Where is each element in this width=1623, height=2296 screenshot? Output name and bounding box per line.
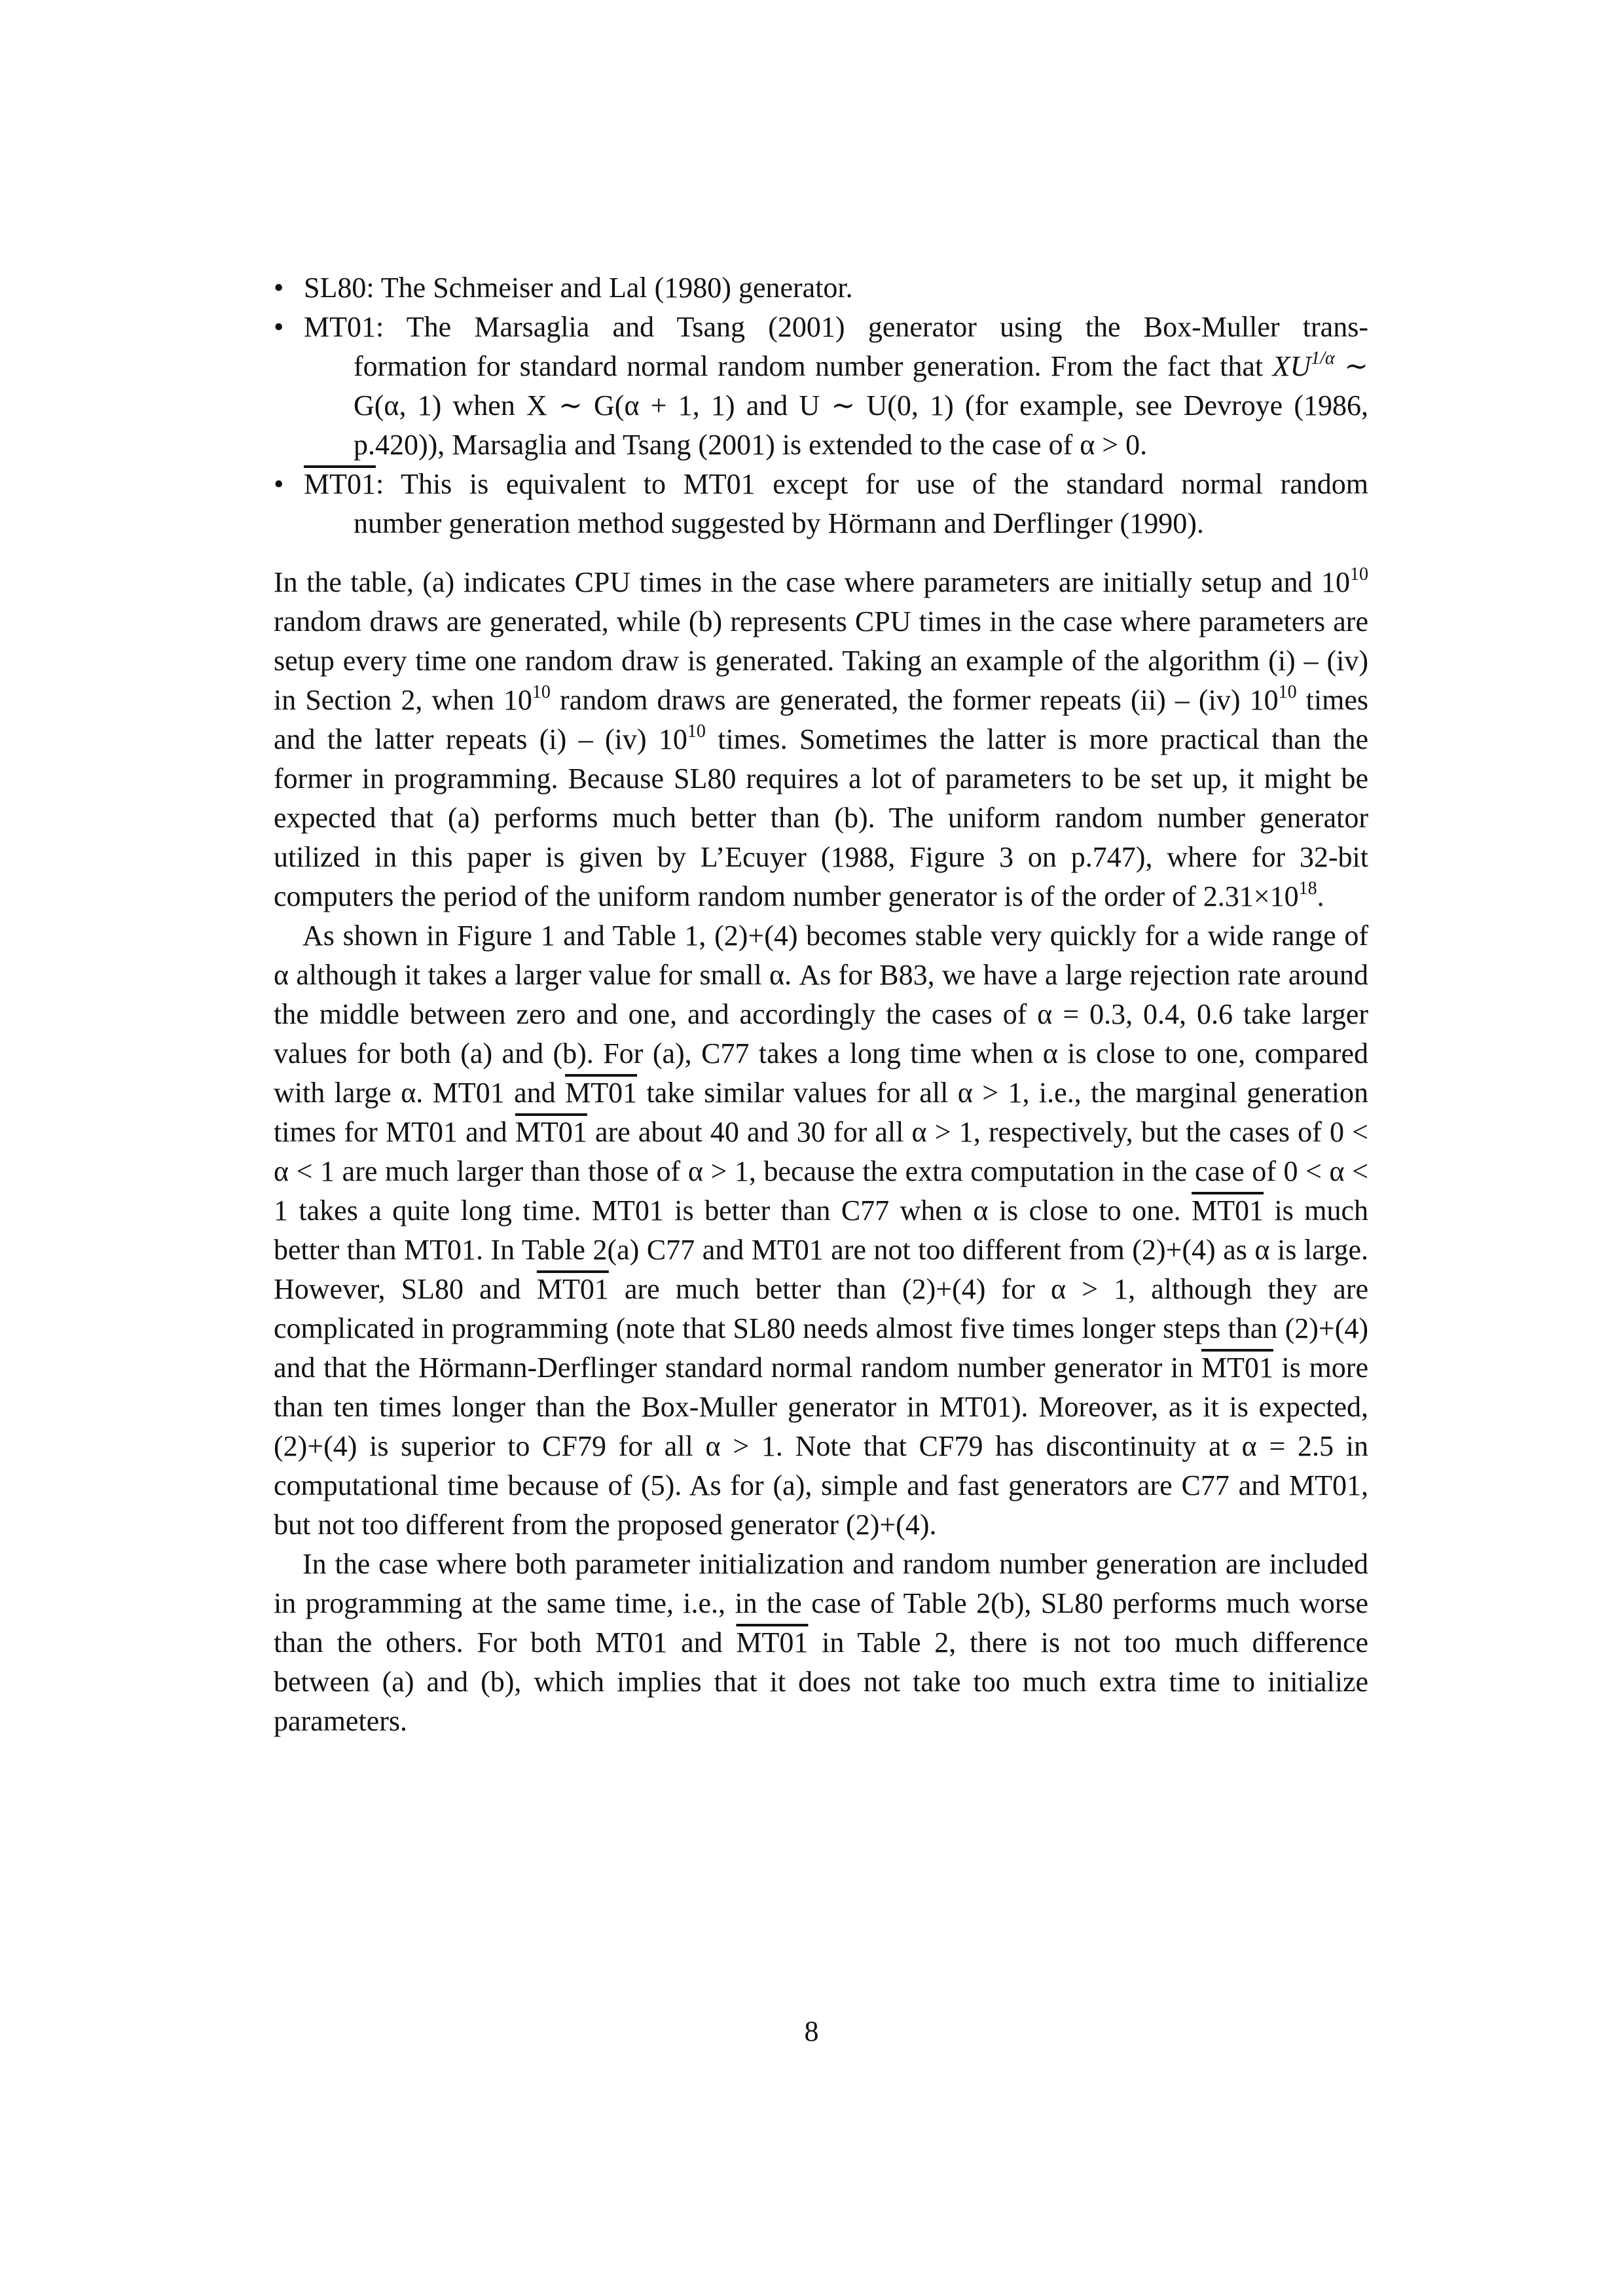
item-label: MT01 (304, 468, 376, 500)
generator-list (274, 268, 1368, 543)
page-body (274, 268, 1368, 1741)
bullet-icon: • (274, 311, 284, 343)
list-item: • MT01: This is equivalent to MT01 except for use of the standard normal random number generation method suggested by Hörmann and Derflinger (1990). (274, 465, 1368, 543)
bullet-icon: • (274, 272, 284, 304)
paragraph: In the case where both parameter initialization and random number generation are included in programming at the same time, i.e., in the case of Table 2(b), SL80 performs much worse than the others. For both MT01 and MT01 in Table 2, there is not too much difference between (a) and (b), which implies that it does not take too much extra time to initialize parameters. (274, 1548, 1368, 1737)
item-continuation: number generation method suggested by Hörmann and Derflinger (1990). (354, 507, 1204, 539)
item-text: The Marsaglia and Tsang (2001) generator using the Box-Muller trans- (406, 311, 1368, 343)
item-label: MT01: (304, 311, 384, 343)
list-item (274, 268, 1368, 308)
item-continuation: formation for standard normal random number generation. From the fact that $XU^{1/\alpha}$ ∼ G(α, 1) when X ∼ G(α + 1, 1) and U ∼ U(0, 1) (for example, see Devroye (1986, p.420)), Marsaglia and Tsang (2001) is extended to the case of α > 0. (354, 348, 1368, 461)
item-text: This is equivalent to MT01 except for use of the standard normal random (401, 468, 1368, 500)
list-item (274, 308, 1368, 465)
item-label: SL80: (304, 272, 374, 304)
paragraph: As shown in Figure 1 and Table 1, (2)+(4) becomes stable very quickly for a wide range of α although it takes a larger value for small α. As for B83, we have a large rejection rate around the middle between zero and one, and accordingly the cases of α = 0.3, 0.4, 0.6 take larger values for both (a) and (b). For (a), C77 takes a long time when α is close to one, compared with large α. MT01 and MT01 take similar values for all α > 1, i.e., the marginal generation times for MT01 and MT01 are about 40 and 30 for all α > 1, respectively, but the cases of 0 < α < 1 are much larger than those of α > 1, because the extra computation in the case of 0 < α < 1 takes a quite long time. MT01 is better than C77 when α is close to one. MT01 is much better than MT01. In Table 2(a) C77 and MT01 are not too different from (2)+(4) as α is large. However, SL80 and MT01 are much better than (2)+(4) for α > 1, although they are complicated in programming (note that SL80 needs almost five times longer steps than (2)+(4) and that the Hörmann-Derflinger standard normal random number generator in MT01 is more than ten times longer than the Box-Muller generator in MT01). Moreover, as it is expected, (2)+(4) is superior to CF79 for all α > 1. Note that CF79 has discontinuity at α = 2.5 in computational time because of (5). As for (a), simple and fast generators are C77 and MT01, but not too different from the proposed generator (2)+(4). (274, 920, 1368, 1541)
paragraph: In the table, (a) indicates CPU times in the case where parameters are initially setup and $10^{10}$ random draws are generated, while (b) represents CPU times in the case where parameters are setup every time one random draw is generated. Taking an example of the algorithm (i) – (iv) in Section 2, when $10^{10}$ random draws are generated, the former repeats (ii) – (iv) $10^{10}$ times and the latter repeats (i) – (iv) $10^{10}$ times. Sometimes the latter is more practical than the former in programming. Because SL80 requires a lot of parameters to be set up, it might be expected that (a) performs much better than (b). The uniform random number generator utilized in this paper is given by L’Ecuyer (1988, Figure 3 on p.747), where for 32-bit computers the period of the uniform random number generator is of the order of $2.31\times 10^{18}$. (274, 564, 1369, 912)
page-number: 8 (804, 2015, 819, 2047)
bullet-icon: • (274, 468, 284, 500)
item-text: The Schmeiser and Lal (1980) generator. (380, 272, 853, 304)
